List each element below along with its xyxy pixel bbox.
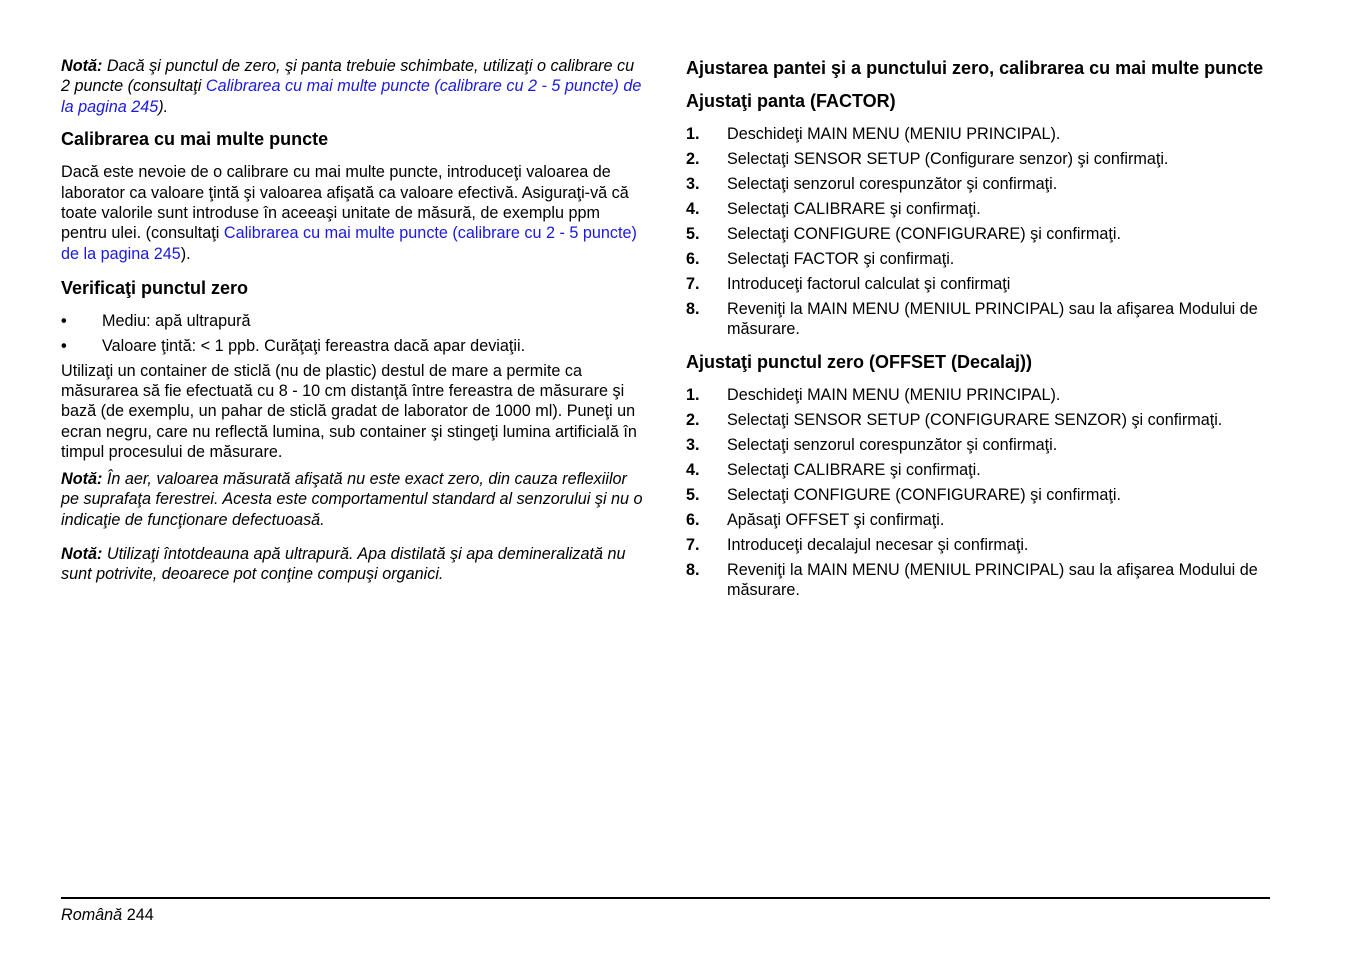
link-multipoint-calibration-2[interactable]: Calibrarea cu mai multe puncte (calibrare cu 2 - 5 puncte) de la pagina 245 <box>61 224 637 263</box>
page-footer <box>61 905 154 925</box>
step-text: Selectaţi FACTOR şi confirmaţi. <box>727 250 955 268</box>
note-text-end: ). <box>158 97 169 116</box>
step-item <box>686 560 1270 601</box>
step-number: 1. <box>686 385 700 404</box>
step-number: 3. <box>686 175 700 193</box>
step-number: 8. <box>686 560 700 579</box>
step-text: Deschideţi MAIN MENU (MENIU PRINCIPAL). <box>727 385 1061 404</box>
step-text: Selectaţi SENSOR SETUP (Configurare senzor) şi confirmaţi. <box>727 150 1169 168</box>
note-air-reading <box>61 469 643 530</box>
step-text: Selectaţi CALIBRARE şi confirmaţi. <box>727 460 981 479</box>
right-column <box>686 58 1270 605</box>
step-number: 7. <box>686 275 700 293</box>
step-number: 2. <box>686 410 700 429</box>
note-text: În aer, valoarea măsurată afişată nu este exact zero, din cauza reflexiilor pe suprafaţa ferestrei. Acesta este comportamentul standard al senzorului şi nu o indicaţie de funcţionare defectuoasă. <box>61 469 643 529</box>
list-item-text: Valoare ţintă: < 1 ppb. Curăţaţi fereastra dacă apar deviaţii. <box>102 337 526 356</box>
link-multipoint-calibration[interactable]: Calibrarea cu mai multe puncte (calibrare cu 2 - 5 puncte) de la pagina 245 <box>61 77 642 116</box>
step-text: Introduceţi decalajul necesar şi confirmaţi. <box>727 535 1029 554</box>
step-number: 1. <box>686 125 700 143</box>
note-label: Notă: <box>61 57 103 75</box>
step-number: 3. <box>686 435 700 454</box>
note-text: Dacă şi punctul de zero, şi panta trebuie schimbate, utilizaţi o calibrare cu 2 puncte (consultaţi <box>61 57 635 96</box>
note-text: Utilizaţi întotdeauna apă ultrapură. Apa distilată şi apa demineralizată nu sunt potrivite, deoarece pot conţine compuşi organici. <box>61 544 626 584</box>
bullet-icon: • <box>61 312 67 331</box>
footer-language: Română <box>61 906 123 924</box>
step-number: 8. <box>686 300 700 318</box>
offset-steps <box>686 385 1270 601</box>
paragraph-multipoint <box>61 162 643 264</box>
paragraph-text-end: ). <box>180 244 191 263</box>
step-text: Selectaţi senzorul corespunzător şi confirmaţi. <box>727 435 1058 454</box>
step-number: 4. <box>686 200 700 218</box>
step-item <box>686 510 1270 530</box>
step-text: Selectaţi CALIBRARE şi confirmaţi. <box>727 200 981 218</box>
bullet-icon: • <box>61 337 67 356</box>
step-text: Selectaţi CONFIGURE (CONFIGURARE) şi confirmaţi. <box>727 485 1121 504</box>
note-label: Notă: <box>61 469 103 488</box>
step-item <box>686 485 1270 505</box>
step-item <box>686 535 1270 555</box>
paragraph-container: Utilizaţi un container de sticlă (nu de plastic) destul de mare a permite ca măsurarea să fie efectuată cu 8 - 10 cm distanţă între fereastra de măsurare şi bază (de exemplu, un pahar de sticlă gradat de laborator de 1000 ml). Puneţi un ecran negru, care nu reflectă lumina, sub container şi stingeţi lumina artificială în timpul procesului de măsurare. <box>61 361 637 462</box>
step-number: 6. <box>686 250 700 268</box>
section-title: Ajustarea pantei şi a punctului zero, calibrarea cu mai multe puncte <box>686 58 1264 78</box>
note-label: Notă: <box>61 544 103 563</box>
footer-divider <box>61 897 1270 899</box>
step-text: Introduceţi factorul calculat şi confirmaţi <box>727 275 1011 293</box>
note-2-point-calibration <box>61 56 643 117</box>
footer-page-number: 244 <box>126 906 154 924</box>
step-text: Reveniţi la MAIN MENU (MENIUL PRINCIPAL) sau la afişarea Modului de măsurare. <box>727 560 1258 600</box>
step-item <box>686 460 1270 480</box>
heading-adjust-slope: Ajustaţi panta (FACTOR) <box>686 91 896 111</box>
step-item <box>686 224 1270 244</box>
step-number: 2. <box>686 150 700 168</box>
step-number: 4. <box>686 460 700 479</box>
step-number: 6. <box>686 510 700 529</box>
factor-steps <box>686 124 1270 340</box>
step-text: Selectaţi SENSOR SETUP (CONFIGURARE SENZOR) şi confirmaţi. <box>727 410 1223 429</box>
list-item <box>61 311 643 331</box>
step-item <box>686 435 1270 455</box>
step-item <box>686 249 1270 269</box>
step-text: Selectaţi CONFIGURE (CONFIGURARE) şi confirmaţi. <box>727 225 1121 243</box>
list-item-text: Mediu: apă ultrapură <box>102 312 251 331</box>
step-item <box>686 124 1270 144</box>
heading-multipoint-calibration: Calibrarea cu mai multe puncte <box>61 129 329 150</box>
step-text: Apăsaţi OFFSET şi confirmaţi. <box>727 510 945 529</box>
step-text: Reveniţi la MAIN MENU (MENIUL PRINCIPAL) sau la afişarea Modului de măsurare. <box>727 300 1258 339</box>
step-item <box>686 385 1270 405</box>
step-number: 7. <box>686 535 700 554</box>
zero-point-list <box>61 311 643 356</box>
step-number: 5. <box>686 485 700 504</box>
step-item <box>686 299 1270 340</box>
left-column <box>61 56 643 585</box>
paragraph-text: Dacă este nevoie de o calibrare cu mai multe puncte, introduceţi valoarea de laborator ca valoare ţintă şi valoarea afişată ca valoare efectivă. Asiguraţi-vă că toate valorile sunt introduse în aceeaşi unitate de măsură, de exemplu ppm pentru ulei. (consultaţi <box>61 163 629 243</box>
step-item <box>686 149 1270 169</box>
heading-adjust-zero-point: Ajustaţi punctul zero (OFFSET (Decalaj)) <box>686 351 1033 372</box>
list-item <box>61 336 643 356</box>
note-ultrapure-water <box>61 544 643 585</box>
step-text: Deschideţi MAIN MENU (MENIU PRINCIPAL). <box>727 125 1061 143</box>
step-item <box>686 274 1270 294</box>
heading-check-zero-point: Verificaţi punctul zero <box>61 278 249 299</box>
step-item <box>686 174 1270 194</box>
step-number: 5. <box>686 225 700 243</box>
step-text: Selectaţi senzorul corespunzător şi confirmaţi. <box>727 175 1058 193</box>
step-item <box>686 410 1270 430</box>
step-item <box>686 199 1270 219</box>
